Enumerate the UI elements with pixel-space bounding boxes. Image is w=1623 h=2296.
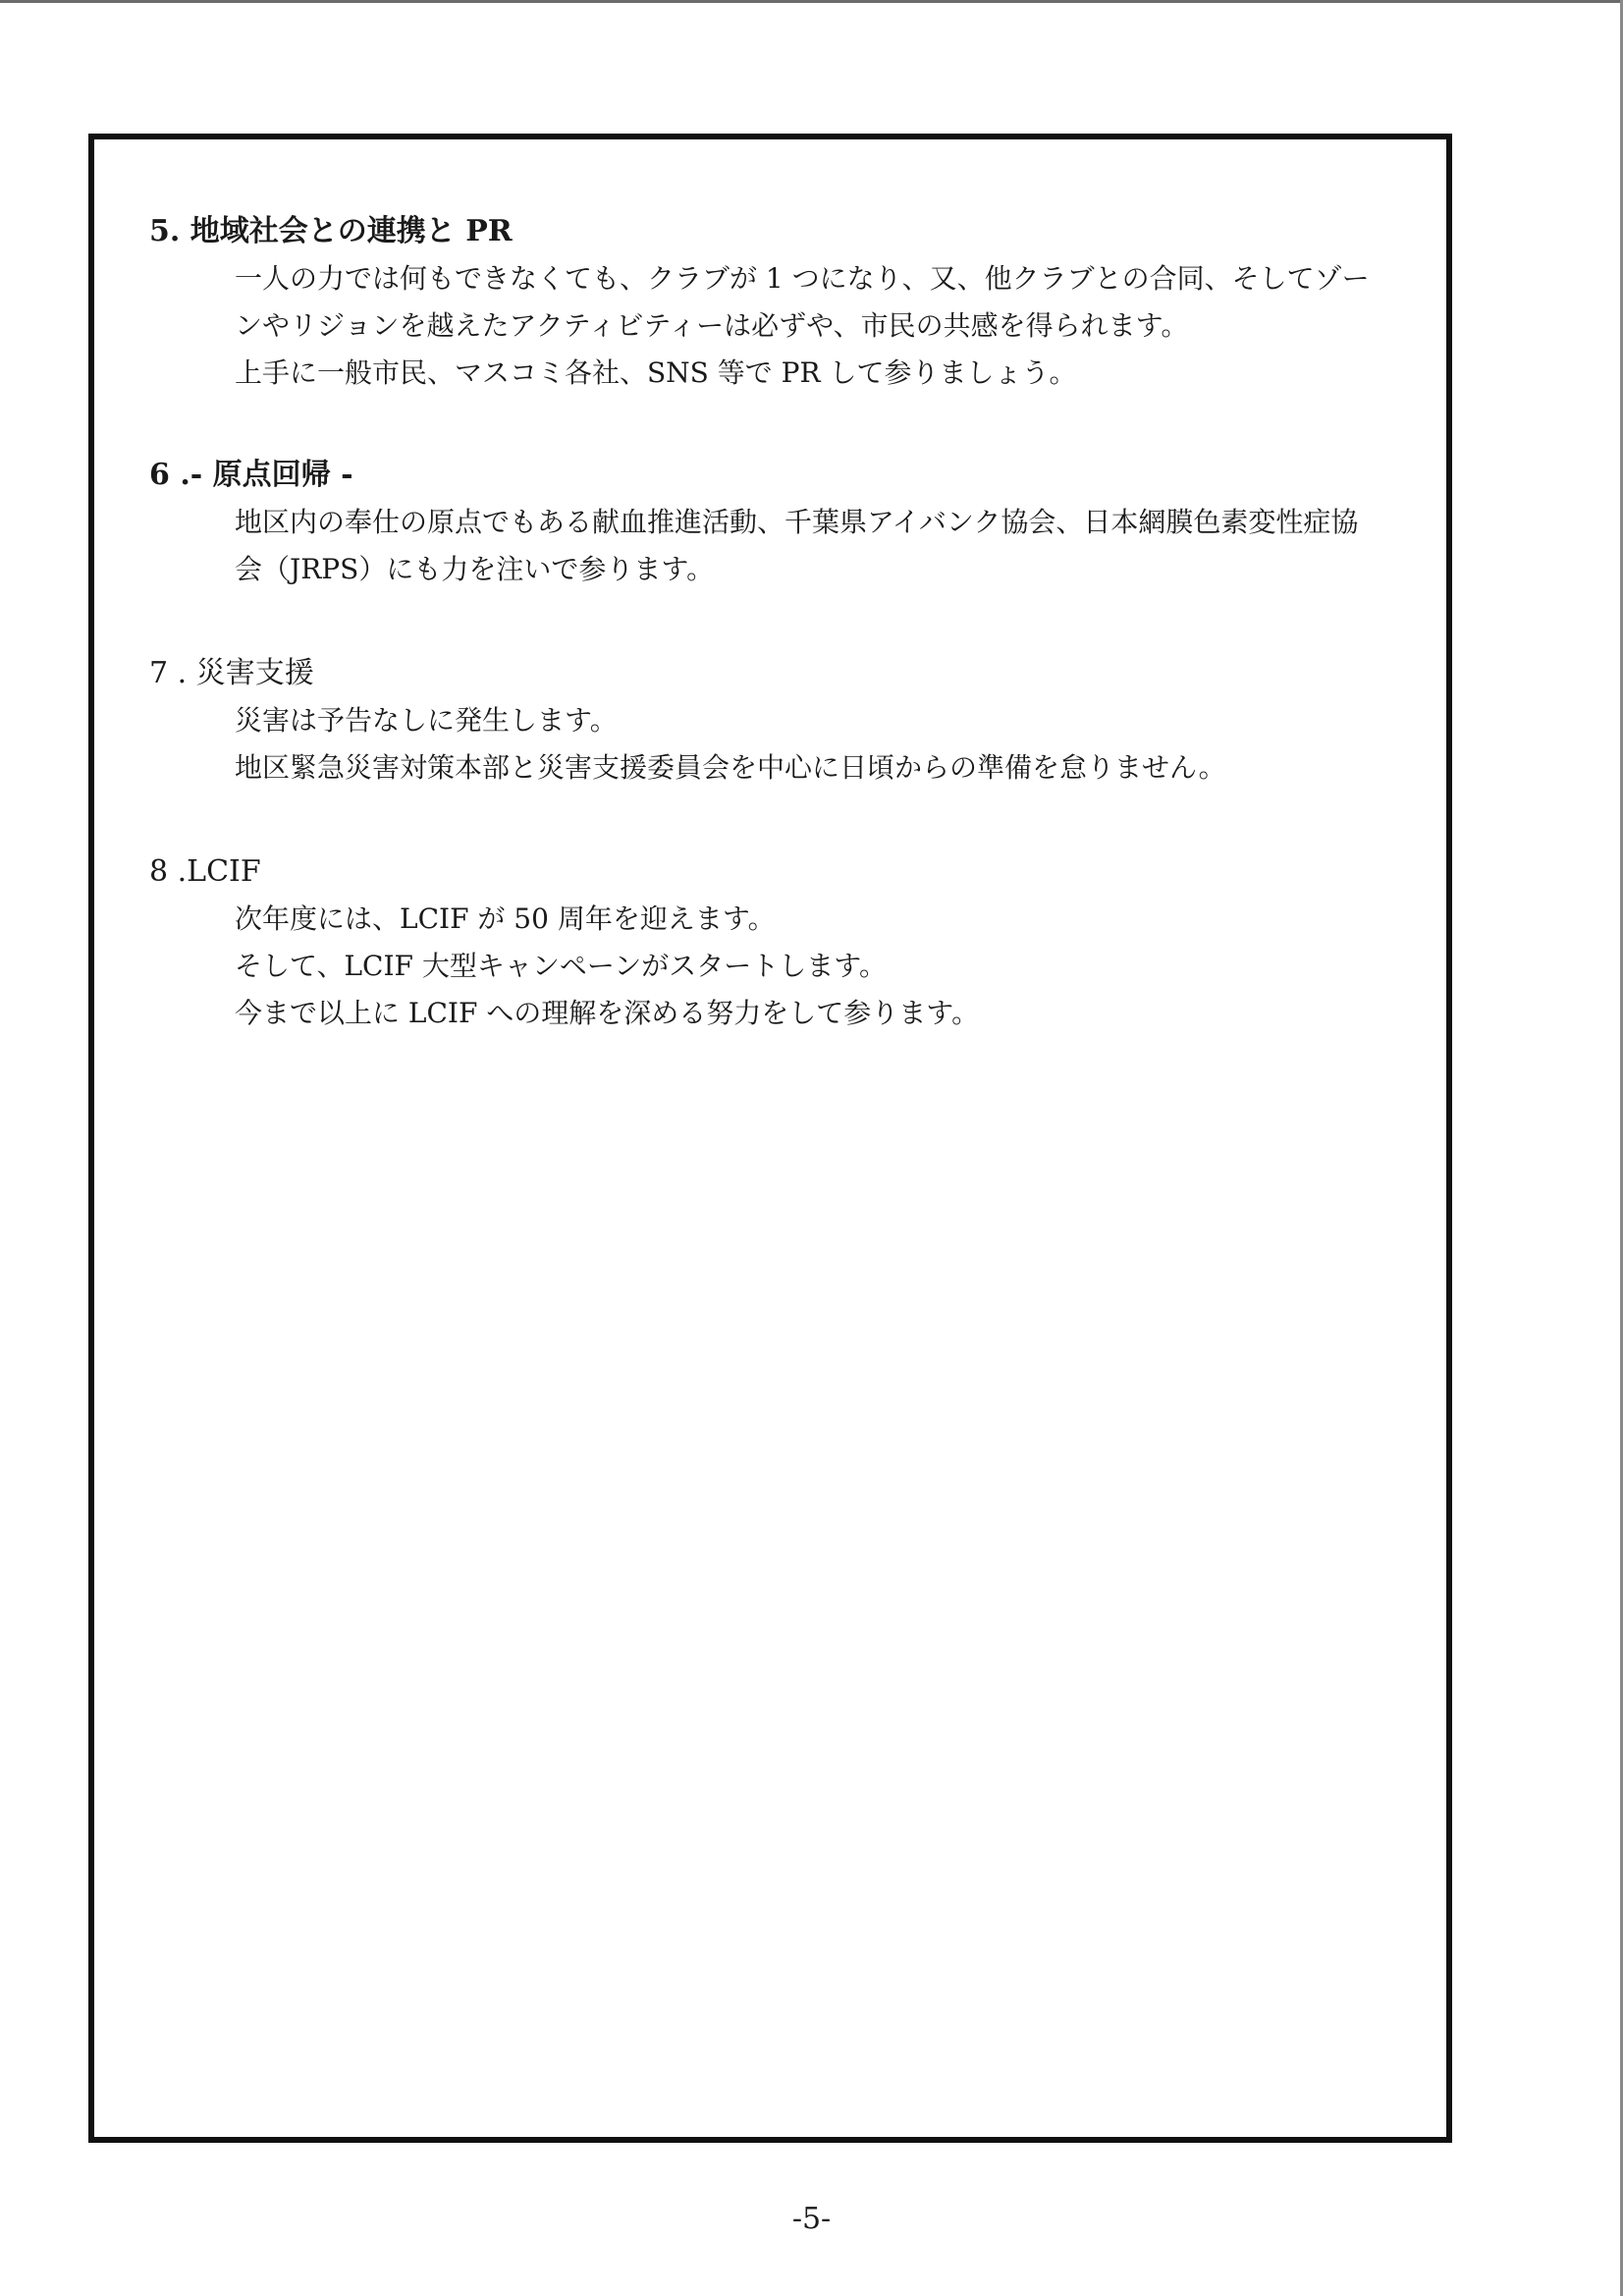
body-line: 今まで以上に LCIF への理解を深める努力をして参ります。 <box>235 997 980 1029</box>
body-line: ンやリジョンを越えたアクティビティーは必ずや、市民の共感を得られます。 <box>235 309 1189 342</box>
body-line: 上手に一般市民、マスコミ各社、SNS 等で PR して参りましょう。 <box>235 356 1077 389</box>
section-community-pr <box>149 208 1426 397</box>
scan-edge-top <box>0 0 1623 3</box>
body-line: 一人の力では何もできなくても、クラブが 1 つになり、又、他クラブとの合同、そしてゾー <box>235 262 1370 295</box>
section-body <box>235 697 1426 792</box>
section-lcif <box>149 848 1426 1037</box>
section-heading: 6 .- 原点回帰 - <box>149 458 353 492</box>
body-line: そして、LCIF 大型キャンペーンがスタートします。 <box>235 950 888 982</box>
body-line: 会（JRPS）にも力を注いで参ります。 <box>235 553 715 585</box>
section-back-to-basics <box>149 452 1426 593</box>
page-number: -5- <box>791 2202 832 2236</box>
section-heading: 5. 地域社会との連携と PR <box>149 214 513 248</box>
section-heading: 7 . 災害支援 <box>149 656 314 690</box>
body-line: 次年度には、LCIF が 50 周年を迎えます。 <box>235 902 776 935</box>
section-heading: 8 .LCIF <box>149 854 261 889</box>
body-line: 地区内の奉仕の原点でもある献血推進活動、千葉県アイバンク協会、日本網膜色素変性症協 <box>235 506 1359 538</box>
body-line: 地区緊急災害対策本部と災害支援委員会を中心に日頃からの準備を怠りません。 <box>235 751 1226 784</box>
body-line: 災害は予告なしに発生します。 <box>235 704 618 737</box>
section-body <box>235 255 1426 397</box>
section-body <box>235 896 1426 1037</box>
section-disaster-support <box>149 650 1426 792</box>
section-body <box>235 499 1426 593</box>
content-frame <box>88 134 1452 2143</box>
